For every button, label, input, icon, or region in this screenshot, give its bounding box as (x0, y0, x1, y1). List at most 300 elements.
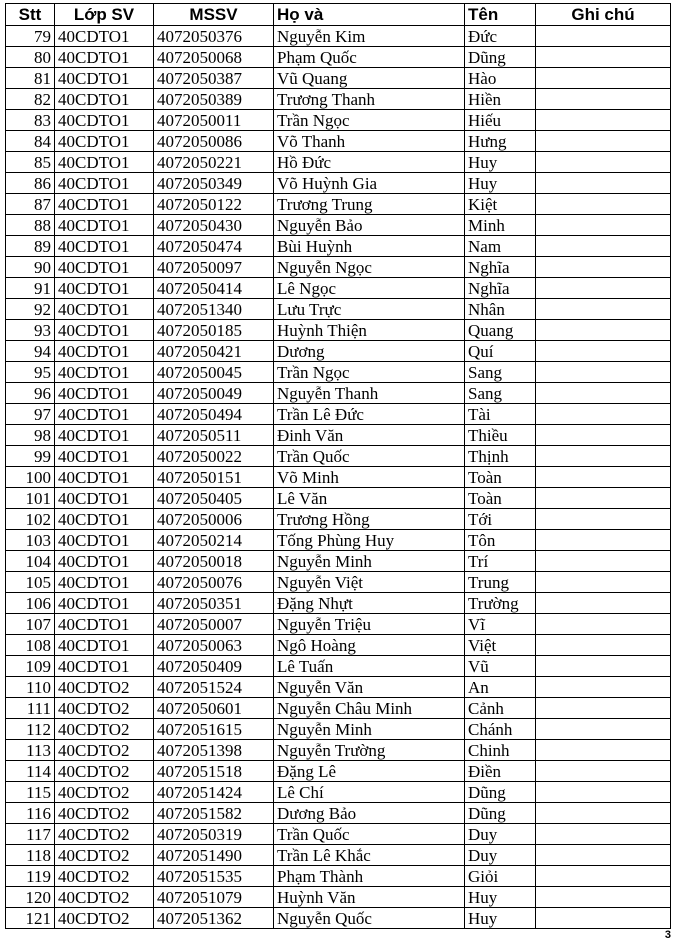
lop-sv-cell: 40CDTO1 (55, 593, 154, 614)
ghi-chu-cell (536, 320, 671, 341)
ten-cell: Nam (465, 236, 536, 257)
ten-cell: Nhân (465, 299, 536, 320)
stt-cell: 114 (6, 761, 55, 782)
lop-sv-cell: 40CDTO1 (55, 656, 154, 677)
stt-cell: 110 (6, 677, 55, 698)
ho-va-cell: Dương Bảo (274, 803, 465, 824)
ghi-chu-cell (536, 614, 671, 635)
lop-sv-cell: 40CDTO1 (55, 236, 154, 257)
ho-va-cell: Võ Huỳnh Gia (274, 173, 465, 194)
ghi-chu-cell (536, 152, 671, 173)
stt-cell: 88 (6, 215, 55, 236)
ghi-chu-cell (536, 383, 671, 404)
lop-sv-cell: 40CDTO2 (55, 908, 154, 929)
ho-va-cell: Võ Thanh (274, 131, 465, 152)
ghi-chu-cell (536, 740, 671, 761)
ho-va-cell: Nguyễn Minh (274, 551, 465, 572)
ho-va-cell: Phạm Thành (274, 866, 465, 887)
mssv-cell: 4072050376 (154, 26, 274, 47)
stt-cell: 91 (6, 278, 55, 299)
mssv-cell: 4072050387 (154, 68, 274, 89)
stt-cell: 83 (6, 110, 55, 131)
mssv-cell: 4072051398 (154, 740, 274, 761)
stt-cell: 111 (6, 698, 55, 719)
ho-va-cell: Nguyễn Triệu (274, 614, 465, 635)
ho-va-cell: Lê Tuấn (274, 656, 465, 677)
ghi-chu-cell (536, 887, 671, 908)
table-row (6, 782, 671, 803)
mssv-cell: 4072050474 (154, 236, 274, 257)
stt-cell: 101 (6, 488, 55, 509)
ho-va-cell: Trương Hồng (274, 509, 465, 530)
mssv-cell: 4072050409 (154, 656, 274, 677)
ho-va-cell: Trần Ngọc (274, 110, 465, 131)
mssv-cell: 4072050006 (154, 509, 274, 530)
mssv-cell: 4072050389 (154, 89, 274, 110)
table-row (6, 530, 671, 551)
ghi-chu-cell (536, 362, 671, 383)
table-row (6, 488, 671, 509)
ghi-chu-cell (536, 173, 671, 194)
ho-va-cell: Nguyễn Châu Minh (274, 698, 465, 719)
table-row (6, 635, 671, 656)
ten-cell: Chánh (465, 719, 536, 740)
stt-cell: 105 (6, 572, 55, 593)
table-row (6, 131, 671, 152)
ten-cell: Hiếu (465, 110, 536, 131)
ghi-chu-cell (536, 488, 671, 509)
ten-cell: Tài (465, 404, 536, 425)
ten-cell: Toàn (465, 488, 536, 509)
lop-sv-cell: 40CDTO1 (55, 257, 154, 278)
table-row (6, 803, 671, 824)
ghi-chu-cell (536, 26, 671, 47)
lop-sv-cell: 40CDTO1 (55, 383, 154, 404)
ho-va-cell: Trần Lê Khắc (274, 845, 465, 866)
mssv-cell: 4072050185 (154, 320, 274, 341)
ten-cell: Quí (465, 341, 536, 362)
ho-va-cell: Lê Ngọc (274, 278, 465, 299)
stt-cell: 89 (6, 236, 55, 257)
ho-va-cell: Lê Văn (274, 488, 465, 509)
ho-va-cell: Nguyễn Việt (274, 572, 465, 593)
ten-cell: Giỏi (465, 866, 536, 887)
stt-cell: 121 (6, 908, 55, 929)
ten-cell: Việt (465, 635, 536, 656)
ten-cell: Cảnh (465, 698, 536, 719)
stt-cell: 80 (6, 47, 55, 68)
ho-va-cell: Nguyễn Văn (274, 677, 465, 698)
ghi-chu-cell (536, 803, 671, 824)
mssv-cell: 4072050405 (154, 488, 274, 509)
ghi-chu-cell (536, 467, 671, 488)
student-roster-table (5, 3, 671, 929)
ho-va-cell: Võ Minh (274, 467, 465, 488)
lop-sv-cell: 40CDTO1 (55, 278, 154, 299)
ghi-chu-cell (536, 656, 671, 677)
table-row (6, 110, 671, 131)
stt-cell: 104 (6, 551, 55, 572)
table-row (6, 698, 671, 719)
ho-va-cell: Trần Ngọc (274, 362, 465, 383)
stt-cell: 97 (6, 404, 55, 425)
table-row (6, 719, 671, 740)
table-row (6, 320, 671, 341)
ten-cell: Tới (465, 509, 536, 530)
stt-cell: 96 (6, 383, 55, 404)
lop-sv-cell: 40CDTO2 (55, 782, 154, 803)
ten-cell: Trung (465, 572, 536, 593)
ghi-chu-cell (536, 68, 671, 89)
ten-cell: Hưng (465, 131, 536, 152)
ho-va-cell: Nguyễn Kim (274, 26, 465, 47)
ho-va-cell: Nguyễn Bảo (274, 215, 465, 236)
lop-sv-cell: 40CDTO1 (55, 446, 154, 467)
mssv-cell: 4072050068 (154, 47, 274, 68)
table-row (6, 404, 671, 425)
lop-sv-cell: 40CDTO1 (55, 194, 154, 215)
mssv-cell: 4072051518 (154, 761, 274, 782)
stt-cell: 87 (6, 194, 55, 215)
ten-cell: Kiệt (465, 194, 536, 215)
stt-cell: 93 (6, 320, 55, 341)
lop-sv-cell: 40CDTO1 (55, 215, 154, 236)
ten-cell: Duy (465, 845, 536, 866)
ten-cell: Dũng (465, 803, 536, 824)
table-row (6, 341, 671, 362)
lop-sv-cell: 40CDTO1 (55, 152, 154, 173)
stt-cell: 82 (6, 89, 55, 110)
mssv-cell: 4072051582 (154, 803, 274, 824)
ten-cell: An (465, 677, 536, 698)
ho-va-cell: Trần Quốc (274, 824, 465, 845)
lop-sv-cell: 40CDTO1 (55, 362, 154, 383)
lop-sv-cell: 40CDTO1 (55, 320, 154, 341)
ho-va-cell: Ngô Hoàng (274, 635, 465, 656)
table-row (6, 824, 671, 845)
mssv-cell: 4072050494 (154, 404, 274, 425)
lop-sv-cell: 40CDTO1 (55, 47, 154, 68)
header-stt: Stt (6, 4, 55, 26)
ghi-chu-cell (536, 215, 671, 236)
stt-cell: 79 (6, 26, 55, 47)
lop-sv-cell: 40CDTO1 (55, 467, 154, 488)
stt-cell: 119 (6, 866, 55, 887)
stt-cell: 84 (6, 131, 55, 152)
ho-va-cell: Dương (274, 341, 465, 362)
ghi-chu-cell (536, 635, 671, 656)
ho-va-cell: Trần Lê Đức (274, 404, 465, 425)
table-row (6, 257, 671, 278)
lop-sv-cell: 40CDTO1 (55, 131, 154, 152)
mssv-cell: 4072050086 (154, 131, 274, 152)
stt-cell: 86 (6, 173, 55, 194)
ho-va-cell: Nguyễn Ngọc (274, 257, 465, 278)
ho-va-cell: Phạm Quốc (274, 47, 465, 68)
ten-cell: Dũng (465, 782, 536, 803)
mssv-cell: 4072051340 (154, 299, 274, 320)
mssv-cell: 4072050007 (154, 614, 274, 635)
table-row (6, 26, 671, 47)
ho-va-cell: Nguyễn Trường (274, 740, 465, 761)
mssv-cell: 4072050063 (154, 635, 274, 656)
header-ho-va: Họ và (274, 4, 465, 26)
header-ghi-chu: Ghi chú (536, 4, 671, 26)
ghi-chu-cell (536, 551, 671, 572)
lop-sv-cell: 40CDTO2 (55, 698, 154, 719)
table-row (6, 740, 671, 761)
table-row (6, 194, 671, 215)
lop-sv-cell: 40CDTO2 (55, 719, 154, 740)
lop-sv-cell: 40CDTO2 (55, 803, 154, 824)
ghi-chu-cell (536, 257, 671, 278)
ghi-chu-cell (536, 677, 671, 698)
lop-sv-cell: 40CDTO1 (55, 572, 154, 593)
stt-cell: 118 (6, 845, 55, 866)
mssv-cell: 4072051615 (154, 719, 274, 740)
ghi-chu-cell (536, 908, 671, 929)
stt-cell: 85 (6, 152, 55, 173)
ho-va-cell: Vũ Quang (274, 68, 465, 89)
mssv-cell: 4072050097 (154, 257, 274, 278)
lop-sv-cell: 40CDTO1 (55, 530, 154, 551)
stt-cell: 98 (6, 425, 55, 446)
header-ten: Tên (465, 4, 536, 26)
mssv-cell: 4072050351 (154, 593, 274, 614)
stt-cell: 94 (6, 341, 55, 362)
mssv-cell: 4072050214 (154, 530, 274, 551)
table-row (6, 215, 671, 236)
ho-va-cell: Lưu Trực (274, 299, 465, 320)
table-row (6, 509, 671, 530)
ghi-chu-cell (536, 698, 671, 719)
ghi-chu-cell (536, 236, 671, 257)
stt-cell: 102 (6, 509, 55, 530)
table-row (6, 89, 671, 110)
lop-sv-cell: 40CDTO1 (55, 173, 154, 194)
lop-sv-cell: 40CDTO2 (55, 824, 154, 845)
ho-va-cell: Trương Trung (274, 194, 465, 215)
ten-cell: Toàn (465, 467, 536, 488)
mssv-cell: 4072051424 (154, 782, 274, 803)
mssv-cell: 4072050221 (154, 152, 274, 173)
header-lop-sv: Lớp SV (55, 4, 154, 26)
mssv-cell: 4072050430 (154, 215, 274, 236)
ten-cell: Thiều (465, 425, 536, 446)
ho-va-cell: Nguyễn Minh (274, 719, 465, 740)
ghi-chu-cell (536, 341, 671, 362)
table-row (6, 446, 671, 467)
mssv-cell: 4072051535 (154, 866, 274, 887)
lop-sv-cell: 40CDTO1 (55, 341, 154, 362)
table-row (6, 572, 671, 593)
ghi-chu-cell (536, 824, 671, 845)
mssv-cell: 4072050349 (154, 173, 274, 194)
table-row (6, 152, 671, 173)
table-row (6, 845, 671, 866)
ten-cell: Vũ (465, 656, 536, 677)
ho-va-cell: Nguyễn Quốc (274, 908, 465, 929)
ho-va-cell: Trần Quốc (274, 446, 465, 467)
ghi-chu-cell (536, 110, 671, 131)
mssv-cell: 4072050049 (154, 383, 274, 404)
table-row (6, 593, 671, 614)
ten-cell: Trường (465, 593, 536, 614)
ghi-chu-cell (536, 425, 671, 446)
stt-cell: 112 (6, 719, 55, 740)
table-row (6, 656, 671, 677)
table-row (6, 68, 671, 89)
ten-cell: Huy (465, 908, 536, 929)
table-row (6, 467, 671, 488)
table-row (6, 383, 671, 404)
mssv-cell: 4072050151 (154, 467, 274, 488)
ten-cell: Chinh (465, 740, 536, 761)
lop-sv-cell: 40CDTO1 (55, 614, 154, 635)
ho-va-cell: Đặng Lê (274, 761, 465, 782)
table-row (6, 362, 671, 383)
ho-va-cell: Trương Thanh (274, 89, 465, 110)
ho-va-cell: Nguyễn Thanh (274, 383, 465, 404)
lop-sv-cell: 40CDTO2 (55, 845, 154, 866)
stt-cell: 106 (6, 593, 55, 614)
stt-cell: 95 (6, 362, 55, 383)
stt-cell: 113 (6, 740, 55, 761)
stt-cell: 116 (6, 803, 55, 824)
mssv-cell: 4072050011 (154, 110, 274, 131)
mssv-cell: 4072050018 (154, 551, 274, 572)
stt-cell: 120 (6, 887, 55, 908)
ten-cell: Huy (465, 173, 536, 194)
ten-cell: Điền (465, 761, 536, 782)
header-row (6, 4, 671, 26)
lop-sv-cell: 40CDTO1 (55, 509, 154, 530)
mssv-cell: 4072050122 (154, 194, 274, 215)
mssv-cell: 4072051490 (154, 845, 274, 866)
table-row (6, 425, 671, 446)
stt-cell: 90 (6, 257, 55, 278)
table-row (6, 47, 671, 68)
table-body (6, 26, 671, 929)
ten-cell: Đức (465, 26, 536, 47)
stt-cell: 107 (6, 614, 55, 635)
ten-cell: Huy (465, 887, 536, 908)
lop-sv-cell: 40CDTO1 (55, 26, 154, 47)
mssv-cell: 4072050076 (154, 572, 274, 593)
ghi-chu-cell (536, 572, 671, 593)
ho-va-cell: Lê Chí (274, 782, 465, 803)
ten-cell: Sang (465, 362, 536, 383)
ghi-chu-cell (536, 404, 671, 425)
table-row (6, 278, 671, 299)
table-row (6, 551, 671, 572)
ho-va-cell: Huỳnh Thiện (274, 320, 465, 341)
ghi-chu-cell (536, 866, 671, 887)
lop-sv-cell: 40CDTO2 (55, 677, 154, 698)
mssv-cell: 4072050414 (154, 278, 274, 299)
ten-cell: Quang (465, 320, 536, 341)
mssv-cell: 4072050045 (154, 362, 274, 383)
mssv-cell: 4072051079 (154, 887, 274, 908)
mssv-cell: 4072050601 (154, 698, 274, 719)
table-row (6, 299, 671, 320)
ghi-chu-cell (536, 299, 671, 320)
ten-cell: Trí (465, 551, 536, 572)
ghi-chu-cell (536, 761, 671, 782)
stt-cell: 81 (6, 68, 55, 89)
stt-cell: 92 (6, 299, 55, 320)
lop-sv-cell: 40CDTO1 (55, 488, 154, 509)
ho-va-cell: Đinh Văn (274, 425, 465, 446)
mssv-cell: 4072051524 (154, 677, 274, 698)
ghi-chu-cell (536, 530, 671, 551)
mssv-cell: 4072050319 (154, 824, 274, 845)
ho-va-cell: Bùi Huỳnh (274, 236, 465, 257)
mssv-cell: 4072051362 (154, 908, 274, 929)
lop-sv-cell: 40CDTO1 (55, 404, 154, 425)
page-number: 3 (664, 929, 671, 941)
mssv-cell: 4072050022 (154, 446, 274, 467)
table-row (6, 761, 671, 782)
ten-cell: Dũng (465, 47, 536, 68)
ten-cell: Huy (465, 152, 536, 173)
table-row (6, 236, 671, 257)
ten-cell: Hào (465, 68, 536, 89)
lop-sv-cell: 40CDTO2 (55, 740, 154, 761)
ghi-chu-cell (536, 593, 671, 614)
table-row (6, 866, 671, 887)
stt-cell: 103 (6, 530, 55, 551)
ten-cell: Duy (465, 824, 536, 845)
mssv-cell: 4072050511 (154, 425, 274, 446)
lop-sv-cell: 40CDTO1 (55, 551, 154, 572)
ghi-chu-cell (536, 278, 671, 299)
ten-cell: Vĩ (465, 614, 536, 635)
lop-sv-cell: 40CDTO1 (55, 89, 154, 110)
ho-va-cell: Tống Phùng Huy (274, 530, 465, 551)
lop-sv-cell: 40CDTO2 (55, 866, 154, 887)
stt-cell: 99 (6, 446, 55, 467)
mssv-cell: 4072050421 (154, 341, 274, 362)
ghi-chu-cell (536, 509, 671, 530)
lop-sv-cell: 40CDTO1 (55, 68, 154, 89)
stt-cell: 117 (6, 824, 55, 845)
ten-cell: Minh (465, 215, 536, 236)
ten-cell: Hiền (465, 89, 536, 110)
stt-cell: 100 (6, 467, 55, 488)
ten-cell: Tôn (465, 530, 536, 551)
lop-sv-cell: 40CDTO1 (55, 110, 154, 131)
stt-cell: 108 (6, 635, 55, 656)
table-row (6, 614, 671, 635)
ho-va-cell: Hồ Đức (274, 152, 465, 173)
stt-cell: 109 (6, 656, 55, 677)
ten-cell: Thịnh (465, 446, 536, 467)
table-row (6, 887, 671, 908)
lop-sv-cell: 40CDTO1 (55, 425, 154, 446)
ghi-chu-cell (536, 719, 671, 740)
ghi-chu-cell (536, 47, 671, 68)
ghi-chu-cell (536, 446, 671, 467)
ho-va-cell: Huỳnh Văn (274, 887, 465, 908)
header-mssv: MSSV (154, 4, 274, 26)
table-row (6, 908, 671, 929)
ghi-chu-cell (536, 845, 671, 866)
table-header (6, 4, 671, 26)
table-row (6, 173, 671, 194)
lop-sv-cell: 40CDTO1 (55, 299, 154, 320)
ten-cell: Nghĩa (465, 257, 536, 278)
